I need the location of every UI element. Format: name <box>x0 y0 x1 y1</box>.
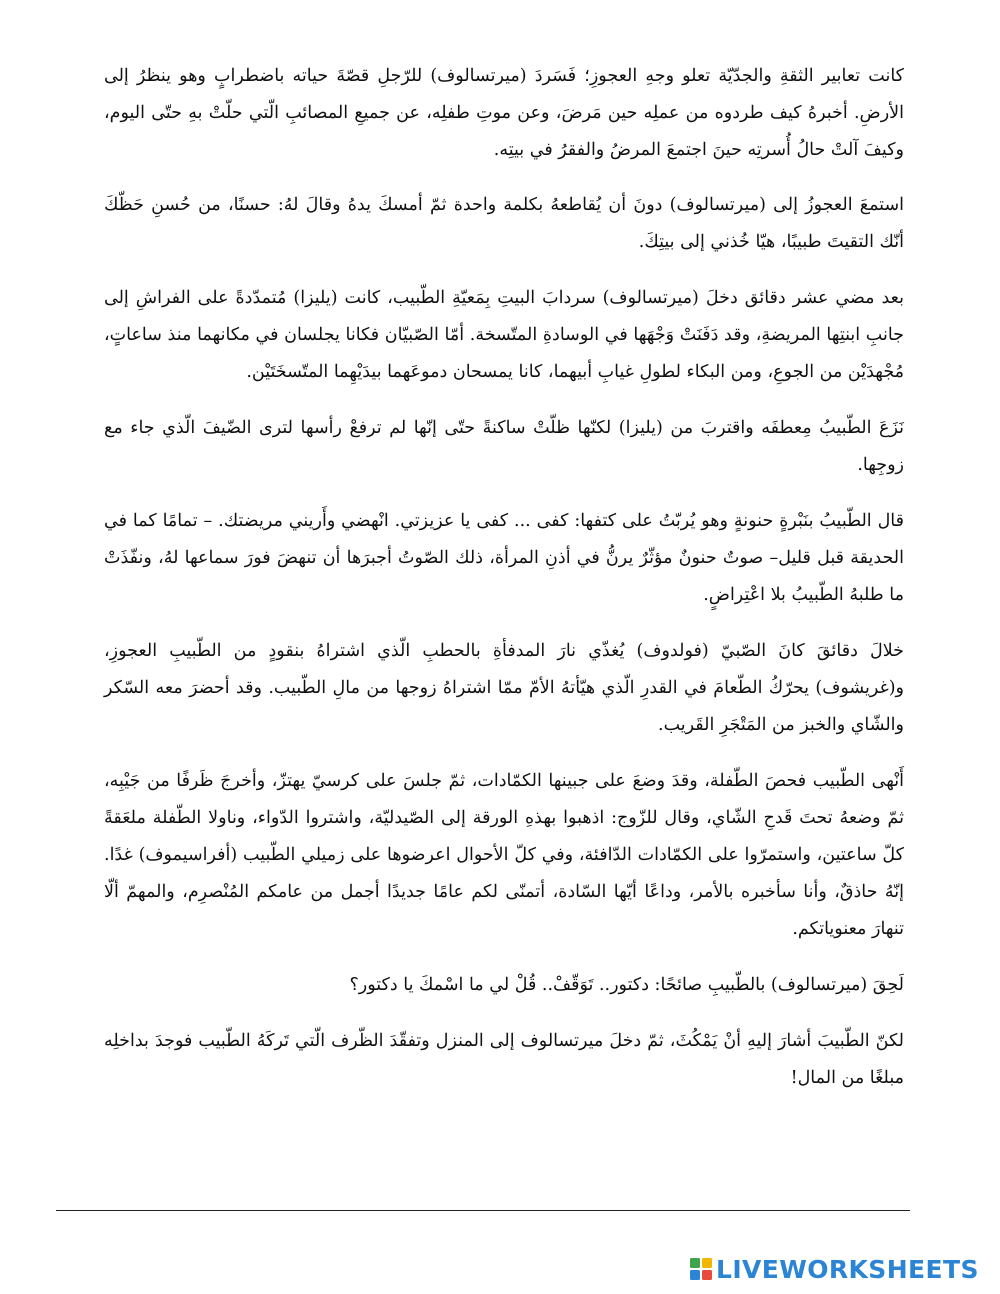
paragraph-3: بعد مضي عشر دقائق دخلَ (ميرتسالوف) سردابَ البيتِ بِمَعيّةِ الطّبيب، كانت (يليزا) مُتمدّدةً على الفراشِ إلى جانبِ ابنتِها المريضةِ، وقد دَفَنَتْ وَجْهَها في الوسادةِ المتّسخة. أمّا الصّبيّان فكانا يجلسان في مكانهما منذ ساعاتٍ، مُجْهدَيْن من الجوعِ، ومن البكاء لطولِ غيابِ أبيهما، كانا يمسحان دموعَهما بيدَيْهِما المتّسخَتَيْن. <box>104 288 904 382</box>
liveworksheets-wordmark: LIVEWORKSHEETS <box>716 1254 979 1284</box>
paragraph-2: استمعَ العجوزُ إلى (ميرتسالوف) دونَ أن يُقاطعهُ بكلمة واحدة ثمّ أمسكَ يدهُ وقالَ لهُ: حسنًا، من حُسنِ حَظّكَ أنّك التقيتَ طبيبًا، هيّا خُذني إلى بيتِكَ. <box>104 195 904 252</box>
paragraph-9: لكنّ الطّبيبَ أشارَ إليهِ أنْ يَمْكُثَ، ثمّ دخلَ ميرتسالوف إلى المنزل وتفقّدَ الظّرف الّتي تَركَهُ الطّبيب فوجدَ بداخلِه مبلغًا من المال! <box>104 1031 904 1088</box>
paragraph-1: كانت تعابير الثقةِ والجدّيّة تعلو وجهِ العجوزِ؛ فَسَردَ (ميرتسالوف) للرّجلِ قصّةَ حياته باضطرابٍ وهو ينظرُ إلى الأرضِ. أخبرهُ كيف طردوه من عملِه حين مَرضَ، وعن موتِ طفلِه، عن جميعِ المصائبِ الّتي حلّتْ بهِ حتّى اليوم، وكيفَ آلتْ حالُ أُسرتِه حينَ اجتمعَ المرضُ والفقرُ في بيتِه. <box>104 66 904 160</box>
paragraph-5: قال الطّبيبُ بنَبْرةٍ حنونةٍ وهو يُربّتُ على كتفها: كفى ... كفى يا عزيزتي. انْهضي وأَريني مريضتك. – تمامًا كما في الحديقة قبل قليل– صوتٌ حنونٌ مؤثّرٌ يرنُّ في أذنِ المرأة، ذلك الصّوتُ أجبرَها أن تنهضَ فورَ سماعها لهُ، ونفّذَتْ ما طلبهُ الطّبيبُ بلا اعْتِراضٍ. <box>104 511 904 605</box>
paragraph-4: نَزَعَ الطّبيبُ مِعطفَه واقتربَ من (يليزا) لكنّها ظلّتْ ساكنةً حتّى إنّها لم ترفعْ رأسها لترى الضّيفَ الّذي جاء مع زوجِها. <box>104 418 904 475</box>
paragraph-7: أَنْهى الطّبيب فحصَ الطّفلة، وقدَ وضعَ على جبينها الكمّادات، ثمّ جلسَ على كرسيّ يهتزّ، وأخرجَ ظَرفًا من جَيْبِه، ثمّ وضعهُ تحتَ قَدحِ الشّاي، وقال للزّوج: اذهبوا بهذهِ الورقة إلى الصّيدليّة، واشتروا الدّواء، وناولا الطّفلة ملعَقةً كلّ ساعتين، واستمرّوا على الكمّادات الدّافئة، وفي كلّ الأحوال اعرضوها على زميلي الطّبيب (أفراسيموف) غدًا. إنّهُ حاذقٌ، وأنا سأخبره بالأمر، وداعًا أيّها السّادة، أتمنّى لكم عامًا جديدًا أجمل من عامكم المُنْصرِم، والمهمّ ألّا تنهارَ معنوياتكم. <box>104 771 904 939</box>
footer-divider <box>56 1210 910 1211</box>
paragraph-6: خلالَ دقائقَ كانَ الصّبيّ (فولدوف) يُغذّي نارَ المدفأةِ بالحطبِ الّذي اشتراهُ بنقودٍ من الطّبيبِ العجوزِ، و(غريشوف) يحرّكُ الطّعامَ في القدرِ الّذي هيّأتهُ الأمّ ممّا اشتراهُ زوجها من مالِ الطّبيب. وقد أحضرَ معه السّكر والشّاي والخبز من المَتْجَرِ القَريب. <box>104 641 904 735</box>
liveworksheets-logo-icon <box>690 1258 712 1280</box>
story-text <box>104 58 904 1116</box>
paragraph-8: لَحِقَ (ميرتسالوف) بالطّبيبِ صائحًا: دكتور.. تَوَقّفْ.. قُلْ لي ما اسْمكَ يا دكتور؟ <box>349 975 904 995</box>
liveworksheets-logo <box>690 1254 979 1284</box>
